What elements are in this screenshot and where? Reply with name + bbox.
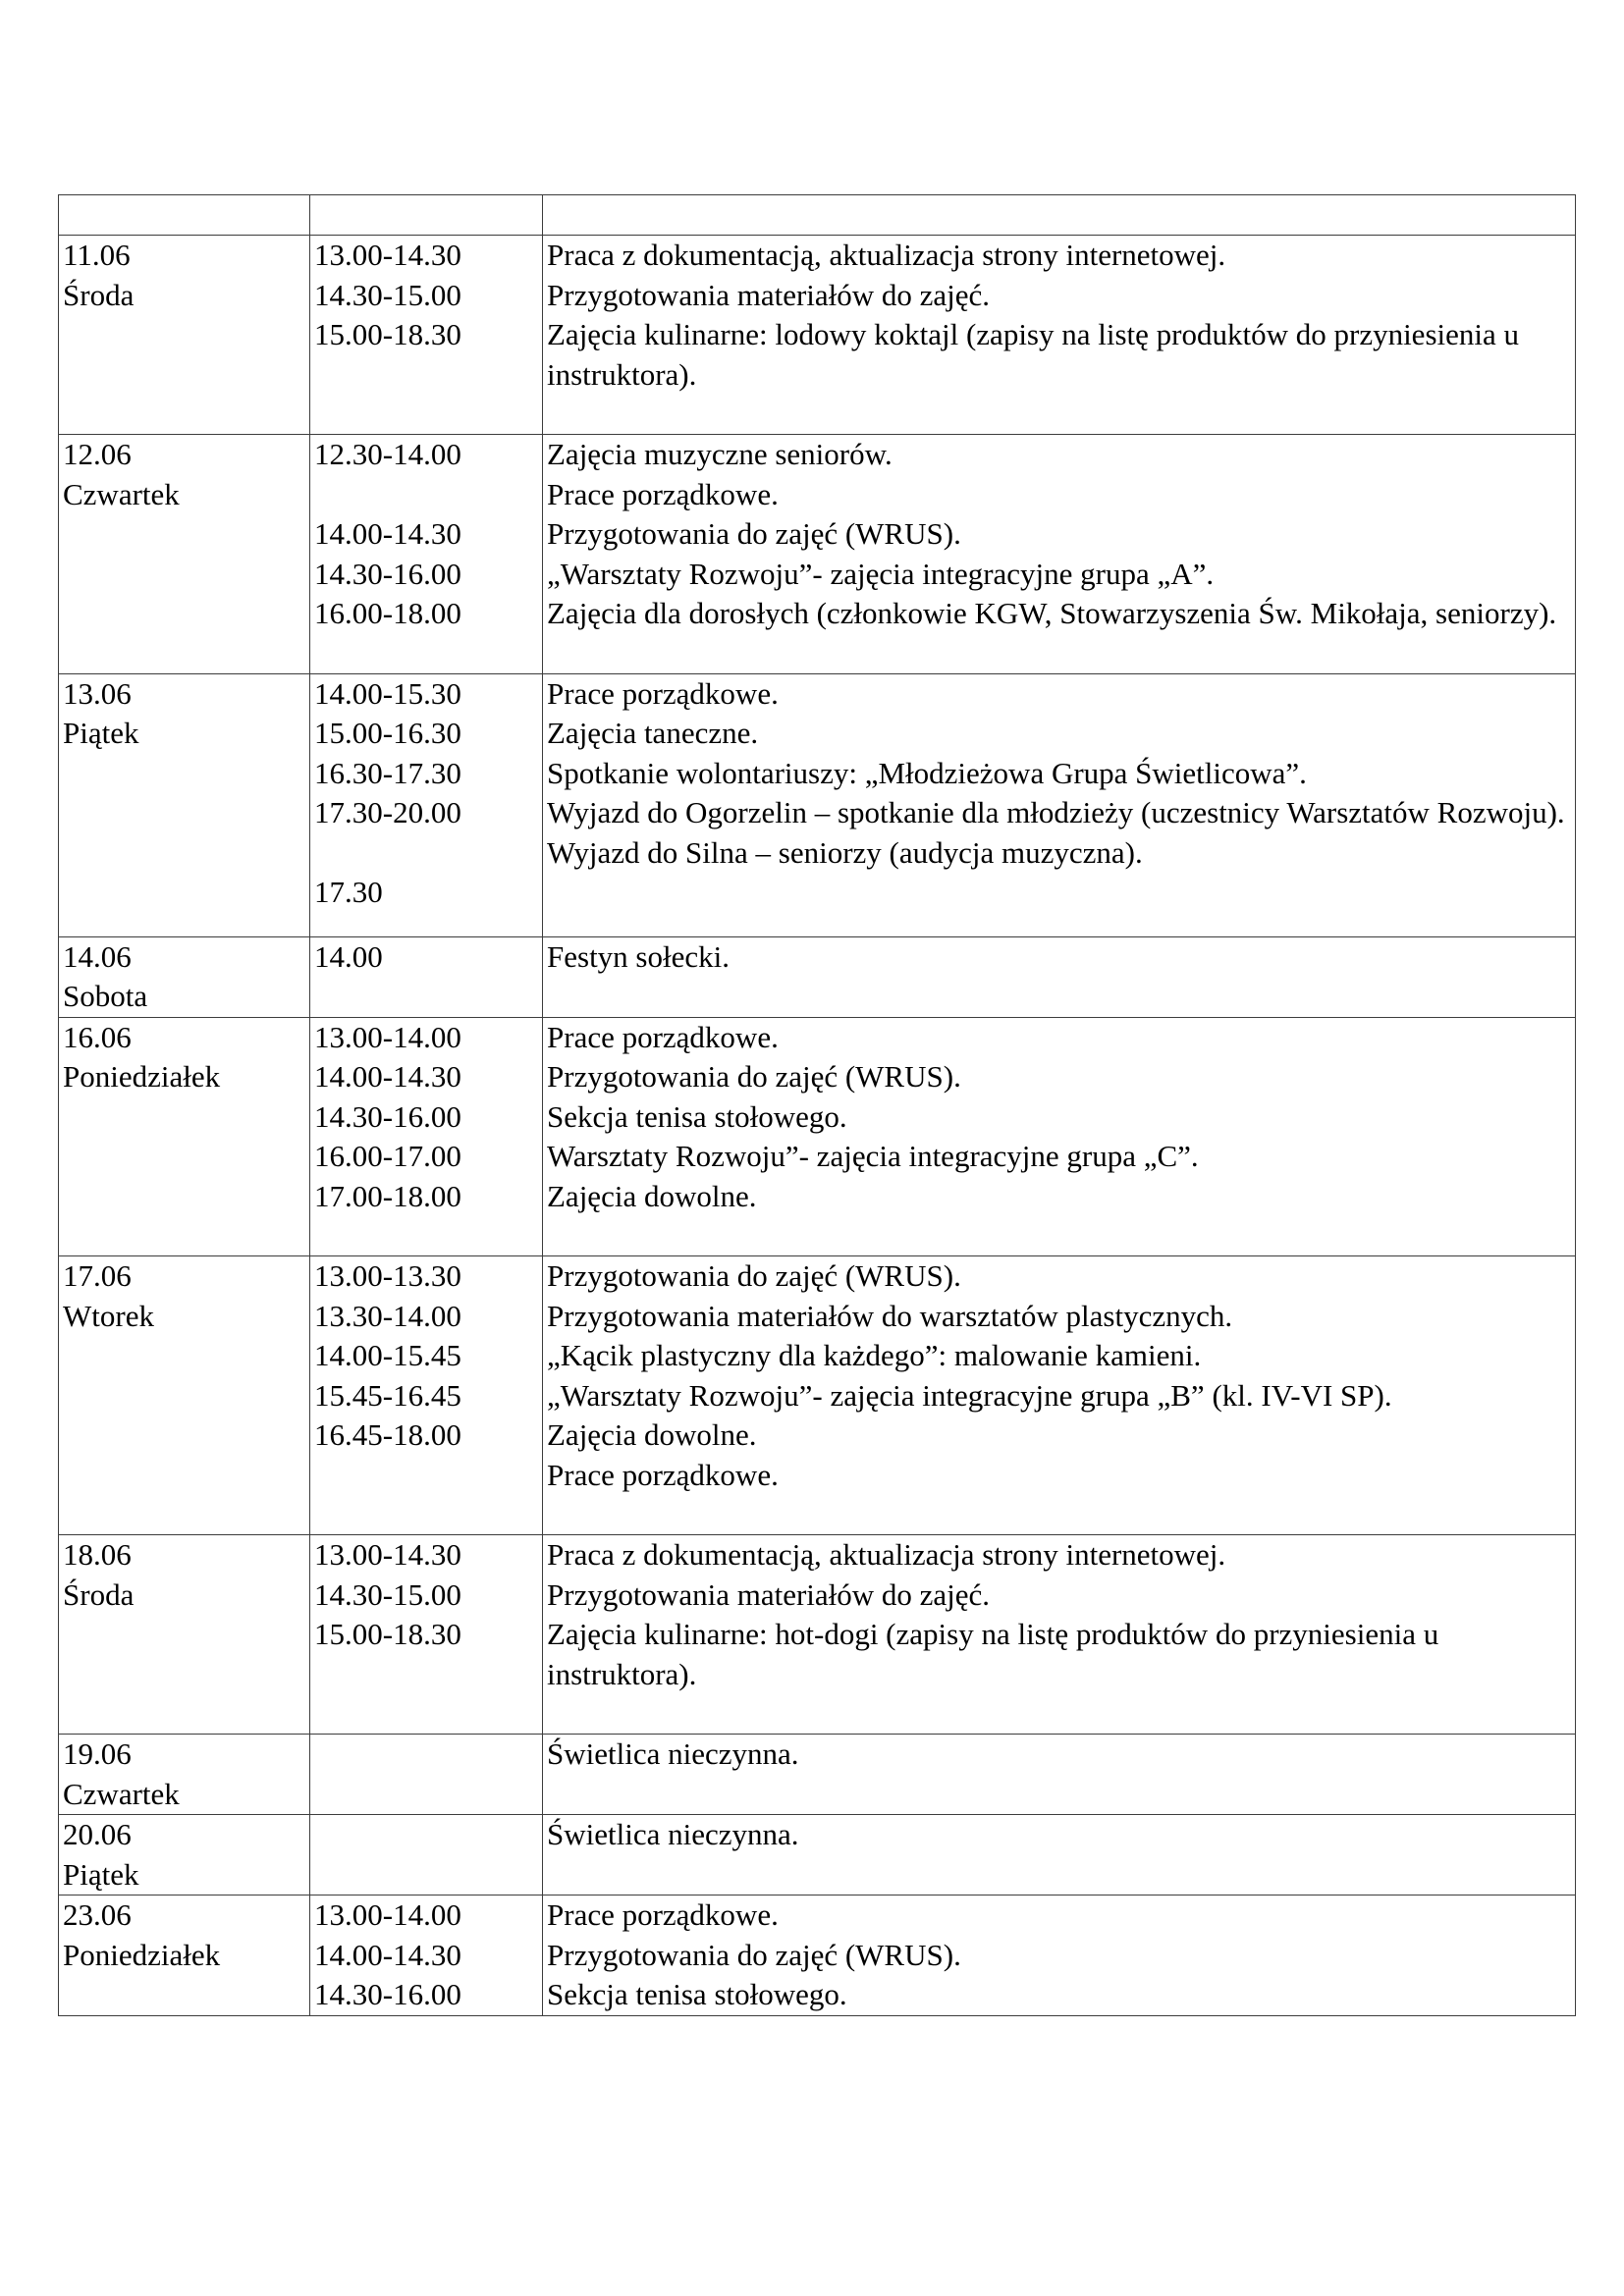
time-slot: 15.45-16.45 bbox=[314, 1377, 461, 1413]
date-cell bbox=[59, 1815, 310, 1896]
time-cell bbox=[310, 673, 543, 936]
time-slot: 16.00-18.00 bbox=[314, 596, 461, 630]
activity-item: „Kącik plastyczny dla każdego”: malowanie kamieni. bbox=[547, 1338, 1202, 1372]
time-slot: 17.00-18.00 bbox=[314, 1178, 461, 1213]
activity-cell bbox=[543, 435, 1576, 674]
activity-cell bbox=[543, 195, 1576, 236]
schedule-row bbox=[59, 195, 1576, 236]
date-cell bbox=[59, 1896, 310, 2016]
day-label: Środa bbox=[63, 277, 135, 312]
time-slot: 15.00-16.30 bbox=[314, 716, 461, 750]
date-cell bbox=[59, 1535, 310, 1735]
time-slot: 17.30 bbox=[314, 875, 383, 909]
activity-item: Zajęcia taneczne. bbox=[547, 716, 759, 750]
date-label: 16.06 bbox=[63, 1019, 132, 1054]
activity-cell bbox=[543, 936, 1576, 1017]
activity-item: Świetlica nieczynna. bbox=[547, 1817, 799, 1851]
activity-cell bbox=[543, 1256, 1576, 1535]
activity-item: Spotkanie wolontariuszy: „Młodzieżowa Grupa Świetlicowa”. bbox=[547, 755, 1307, 790]
date-cell bbox=[59, 435, 310, 674]
activity-item: Sekcja tenisa stołowego. bbox=[547, 1977, 847, 2011]
schedule-row bbox=[59, 1256, 1576, 1535]
activity-item: Prace porządkowe. bbox=[547, 476, 779, 511]
time-slot: 14.00-15.45 bbox=[314, 1338, 461, 1372]
time-slot: 15.00-18.30 bbox=[314, 317, 461, 351]
date-label: 23.06 bbox=[63, 1897, 132, 1932]
time-slot: 12.30-14.00 bbox=[314, 437, 461, 471]
date-cell bbox=[59, 936, 310, 1017]
time-cell bbox=[310, 936, 543, 1017]
time-slot: 14.00-14.30 bbox=[314, 1059, 461, 1094]
schedule-row bbox=[59, 435, 1576, 674]
date-label: 17.06 bbox=[63, 1258, 132, 1293]
time-slot: 14.00-14.30 bbox=[314, 516, 461, 551]
schedule-table bbox=[58, 194, 1576, 2016]
schedule-row bbox=[59, 673, 1576, 936]
day-label: Piątek bbox=[63, 1856, 139, 1892]
time-cell bbox=[310, 195, 543, 236]
activity-item: Wyjazd do Silna – seniorzy (audycja muzyczna). bbox=[547, 834, 1143, 870]
activity-cell bbox=[543, 1017, 1576, 1256]
activity-item: Sekcja tenisa stołowego. bbox=[547, 1098, 847, 1134]
time-slot: 14.30-15.00 bbox=[314, 1576, 461, 1612]
activity-item: Prace porządkowe. bbox=[547, 1457, 779, 1492]
schedule-row bbox=[59, 1017, 1576, 1256]
activity-item: Prace porządkowe. bbox=[547, 1019, 779, 1054]
time-slot: 17.30-20.00 bbox=[314, 795, 461, 829]
date-label: 18.06 bbox=[63, 1537, 132, 1572]
activity-item: „Warsztaty Rozwoju”- zajęcia integracyjne grupa „B” (kl. IV-VI SP). bbox=[547, 1377, 1392, 1413]
time-slot: 13.00-14.30 bbox=[314, 238, 461, 272]
time-slot: 15.00-18.30 bbox=[314, 1617, 461, 1651]
activity-item: „Warsztaty Rozwoju”- zajęcia integracyjne grupa „A”. bbox=[547, 556, 1215, 591]
time-cell bbox=[310, 1256, 543, 1535]
time-slot: 14.00-15.30 bbox=[314, 675, 461, 711]
time-slot: 13.00-14.30 bbox=[314, 1537, 461, 1572]
day-label: Czwartek bbox=[63, 1776, 180, 1811]
activity-item: Przygotowania do zajęć (WRUS). bbox=[547, 1258, 961, 1293]
day-label: Poniedziałek bbox=[63, 1937, 221, 1972]
activity-item: Zajęcia kulinarne: hot-dogi (zapisy na listę produktów do przyniesienia u instruktora). bbox=[547, 1617, 1439, 1691]
schedule-row bbox=[59, 1815, 1576, 1896]
time-slot: 14.00 bbox=[314, 938, 383, 974]
time-slot: 13.00-14.00 bbox=[314, 1897, 461, 1932]
time-cell bbox=[310, 1896, 543, 2016]
schedule-row bbox=[59, 936, 1576, 1017]
day-label: Wtorek bbox=[63, 1298, 154, 1333]
date-cell bbox=[59, 195, 310, 236]
time-slot bbox=[314, 833, 538, 874]
date-label: 19.06 bbox=[63, 1736, 132, 1771]
schedule-row bbox=[59, 1896, 1576, 2016]
activity-item: Zajęcia dowolne. bbox=[547, 1178, 757, 1213]
activity-item: Festyn sołecki. bbox=[547, 938, 730, 974]
time-cell bbox=[310, 236, 543, 435]
activity-item: Warsztaty Rozwoju”- zajęcia integracyjne grupa „C”. bbox=[547, 1139, 1199, 1173]
date-cell bbox=[59, 1017, 310, 1256]
time-slot: 14.30-15.00 bbox=[314, 277, 461, 312]
day-label: Piątek bbox=[63, 716, 139, 750]
time-slot: 16.45-18.00 bbox=[314, 1417, 461, 1452]
time-slot: 13.00-13.30 bbox=[314, 1258, 461, 1293]
activity-cell bbox=[543, 1815, 1576, 1896]
activity-item: Przygotowania do zajęć (WRUS). bbox=[547, 516, 961, 551]
activity-item: Zajęcia muzyczne seniorów. bbox=[547, 437, 893, 471]
time-slot: 14.30-16.00 bbox=[314, 1977, 461, 2011]
activity-item: Zajęcia kulinarne: lodowy koktajl (zapisy na listę produktów do przyniesienia u instruktora). bbox=[547, 317, 1520, 392]
activity-cell bbox=[543, 673, 1576, 936]
date-cell bbox=[59, 1735, 310, 1815]
activity-cell bbox=[543, 1896, 1576, 2016]
activity-item: Prace porządkowe. bbox=[547, 1897, 779, 1932]
activity-item: Praca z dokumentacją, aktualizacja strony internetowej. bbox=[547, 1537, 1226, 1572]
time-slot: 13.30-14.00 bbox=[314, 1298, 461, 1333]
activity-item: Zajęcia dla dorosłych (członkowie KGW, Stowarzyszenia Św. Mikołaja, seniorzy). bbox=[547, 596, 1557, 630]
activity-cell bbox=[543, 236, 1576, 435]
schedule-row bbox=[59, 1535, 1576, 1735]
date-label: 12.06 bbox=[63, 437, 132, 471]
activity-item: Świetlica nieczynna. bbox=[547, 1736, 799, 1771]
time-cell bbox=[310, 1017, 543, 1256]
time-slot: 16.30-17.30 bbox=[314, 755, 461, 790]
date-label: 13.06 bbox=[63, 675, 132, 711]
time-cell bbox=[310, 1815, 543, 1896]
time-cell bbox=[310, 1735, 543, 1815]
schedule-row bbox=[59, 236, 1576, 435]
time-slot: 13.00-14.00 bbox=[314, 1019, 461, 1054]
time-slot: 16.00-17.00 bbox=[314, 1139, 461, 1173]
activity-item: Przygotowania materiałów do zajęć. bbox=[547, 1576, 991, 1612]
activity-item: Przygotowania do zajęć (WRUS). bbox=[547, 1937, 961, 1972]
day-label: Środa bbox=[63, 1576, 135, 1612]
activity-item: Praca z dokumentacją, aktualizacja strony internetowej. bbox=[547, 238, 1226, 272]
date-label: 14.06 bbox=[63, 938, 132, 974]
day-label: Poniedziałek bbox=[63, 1059, 221, 1094]
schedule-row bbox=[59, 1735, 1576, 1815]
activity-item: Przygotowania materiałów do zajęć. bbox=[547, 277, 991, 312]
activity-item: Przygotowania do zajęć (WRUS). bbox=[547, 1059, 961, 1094]
time-slot: 14.30-16.00 bbox=[314, 556, 461, 591]
activity-cell bbox=[543, 1535, 1576, 1735]
activity-item: Wyjazd do Ogorzelin – spotkanie dla młodzieży (uczestnicy Warsztatów Rozwoju). bbox=[547, 795, 1565, 829]
date-label: 11.06 bbox=[63, 238, 131, 272]
activity-item: Przygotowania materiałów do warsztatów plastycznych. bbox=[547, 1298, 1233, 1333]
date-cell bbox=[59, 1256, 310, 1535]
time-slot bbox=[314, 475, 538, 515]
activity-item: Zajęcia dowolne. bbox=[547, 1417, 757, 1452]
schedule-body bbox=[59, 195, 1576, 2016]
time-slot: 14.30-16.00 bbox=[314, 1098, 461, 1134]
date-cell bbox=[59, 673, 310, 936]
date-cell bbox=[59, 236, 310, 435]
day-label: Czwartek bbox=[63, 476, 180, 511]
day-label: Sobota bbox=[63, 979, 148, 1013]
date-label: 20.06 bbox=[63, 1817, 132, 1851]
time-cell bbox=[310, 435, 543, 674]
time-cell bbox=[310, 1535, 543, 1735]
time-slot: 14.00-14.30 bbox=[314, 1937, 461, 1972]
activity-cell bbox=[543, 1735, 1576, 1815]
activity-item: Prace porządkowe. bbox=[547, 675, 779, 711]
